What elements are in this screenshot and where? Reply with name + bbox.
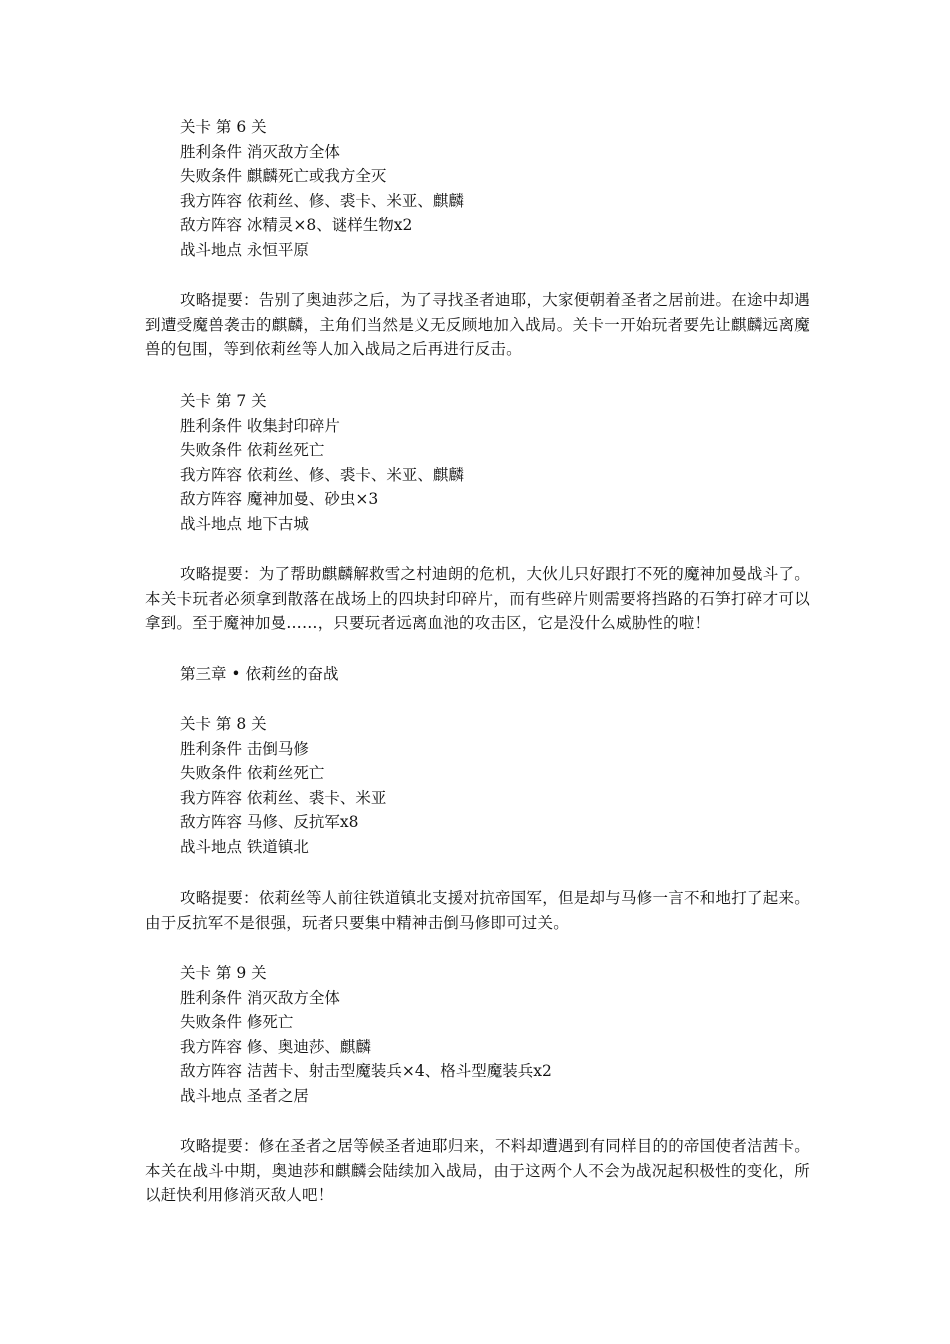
strategy-tip: 攻略提要：依莉丝等人前往铁道镇北支援对抗帝国军，但是却与马修一言不和地打了起来。由于反抗军不是很强，玩者只要集中精神击倒马修即可过关。 (145, 889, 810, 932)
victory-condition: 胜利条件 消灭敌方全体 (180, 142, 340, 161)
ally-lineup: 我方阵容 依莉丝、修、裘卡、米亚、麒麟 (180, 191, 464, 210)
stage-number: 关卡 第 8 关 (180, 715, 267, 733)
stage-9-info (145, 961, 810, 1109)
enemy-lineup: 敌方阵容 马修、反抗军x8 (180, 813, 359, 832)
stage-6-tips (145, 288, 810, 362)
battle-location: 战斗地点 永恒平原 (180, 240, 309, 259)
battle-location: 战斗地点 铁道镇北 (180, 837, 309, 856)
enemy-lineup: 敌方阵容 洁茜卡、射击型魔装兵×4、格斗型魔装兵x2 (180, 1062, 552, 1081)
stage-number: 关卡 第 6 关 (180, 118, 267, 136)
strategy-tip: 攻略提要：告别了奥迪莎之后，为了寻找圣者迪耶，大家便朝着圣者之居前进。在途中却遇到遭受魔兽袭击的麒麟，主角们当然是义无反顾地加入战局。关卡一开始玩者要先让麒麟远离魔兽的包围，等到依莉丝等人加入战局之后再进行反击。 (145, 291, 810, 359)
defeat-condition: 失败条件 修死亡 (180, 1013, 294, 1032)
enemy-lineup: 敌方阵容 冰精灵×8、谜样生物x2 (180, 216, 413, 235)
strategy-tip: 攻略提要：为了帮助麒麟解救雪之村迪朗的危机，大伙儿只好跟打不死的魔神加曼战斗了。本关卡玩者必须拿到散落在战场上的四块封印碎片，而有些碎片则需要将挡路的石笋打碎才可以拿到。至于魔神加曼……，只要玩者远离血池的攻击区，它是没什么威胁性的啦！ (145, 565, 810, 633)
victory-condition: 胜利条件 击倒马修 (180, 739, 309, 758)
victory-condition: 胜利条件 收集封印碎片 (180, 416, 340, 435)
victory-condition: 胜利条件 消灭敌方全体 (180, 988, 340, 1007)
stage-6-info (145, 115, 810, 263)
stage-number: 关卡 第 9 关 (180, 964, 267, 982)
stage-7-info (145, 389, 810, 537)
strategy-tip: 攻略提要：修在圣者之居等候圣者迪耶归来，不料却遭遇到有同样目的的帝国使者洁茜卡。本关在战斗中期，奥迪莎和麒麟会陆续加入战局，由于这两个人不会为战况起积极性的变化，所以赶快利用修消灭敌人吧！ (145, 1137, 810, 1205)
ally-lineup: 我方阵容 依莉丝、修、裘卡、米亚、麒麟 (180, 465, 464, 484)
defeat-condition: 失败条件 依莉丝死亡 (180, 441, 325, 460)
battle-location: 战斗地点 圣者之居 (180, 1086, 309, 1105)
defeat-condition: 失败条件 依莉丝死亡 (180, 764, 325, 783)
stage-number: 关卡 第 7 关 (180, 392, 267, 410)
stage-8-tips (145, 886, 810, 935)
ally-lineup: 我方阵容 修、奥迪莎、麒麟 (180, 1037, 371, 1056)
chapter-heading-block (145, 662, 810, 687)
stage-7-tips (145, 562, 810, 636)
ally-lineup: 我方阵容 依莉丝、裘卡、米亚 (180, 788, 387, 807)
stage-9-tips (145, 1134, 810, 1208)
enemy-lineup: 敌方阵容 魔神加曼、砂虫×3 (180, 490, 379, 509)
stage-8-info (145, 712, 810, 860)
battle-location: 战斗地点 地下古城 (180, 514, 309, 533)
defeat-condition: 失败条件 麒麟死亡或我方全灭 (180, 167, 387, 186)
chapter-title: 第三章 • 依莉丝的奋战 (180, 665, 339, 683)
